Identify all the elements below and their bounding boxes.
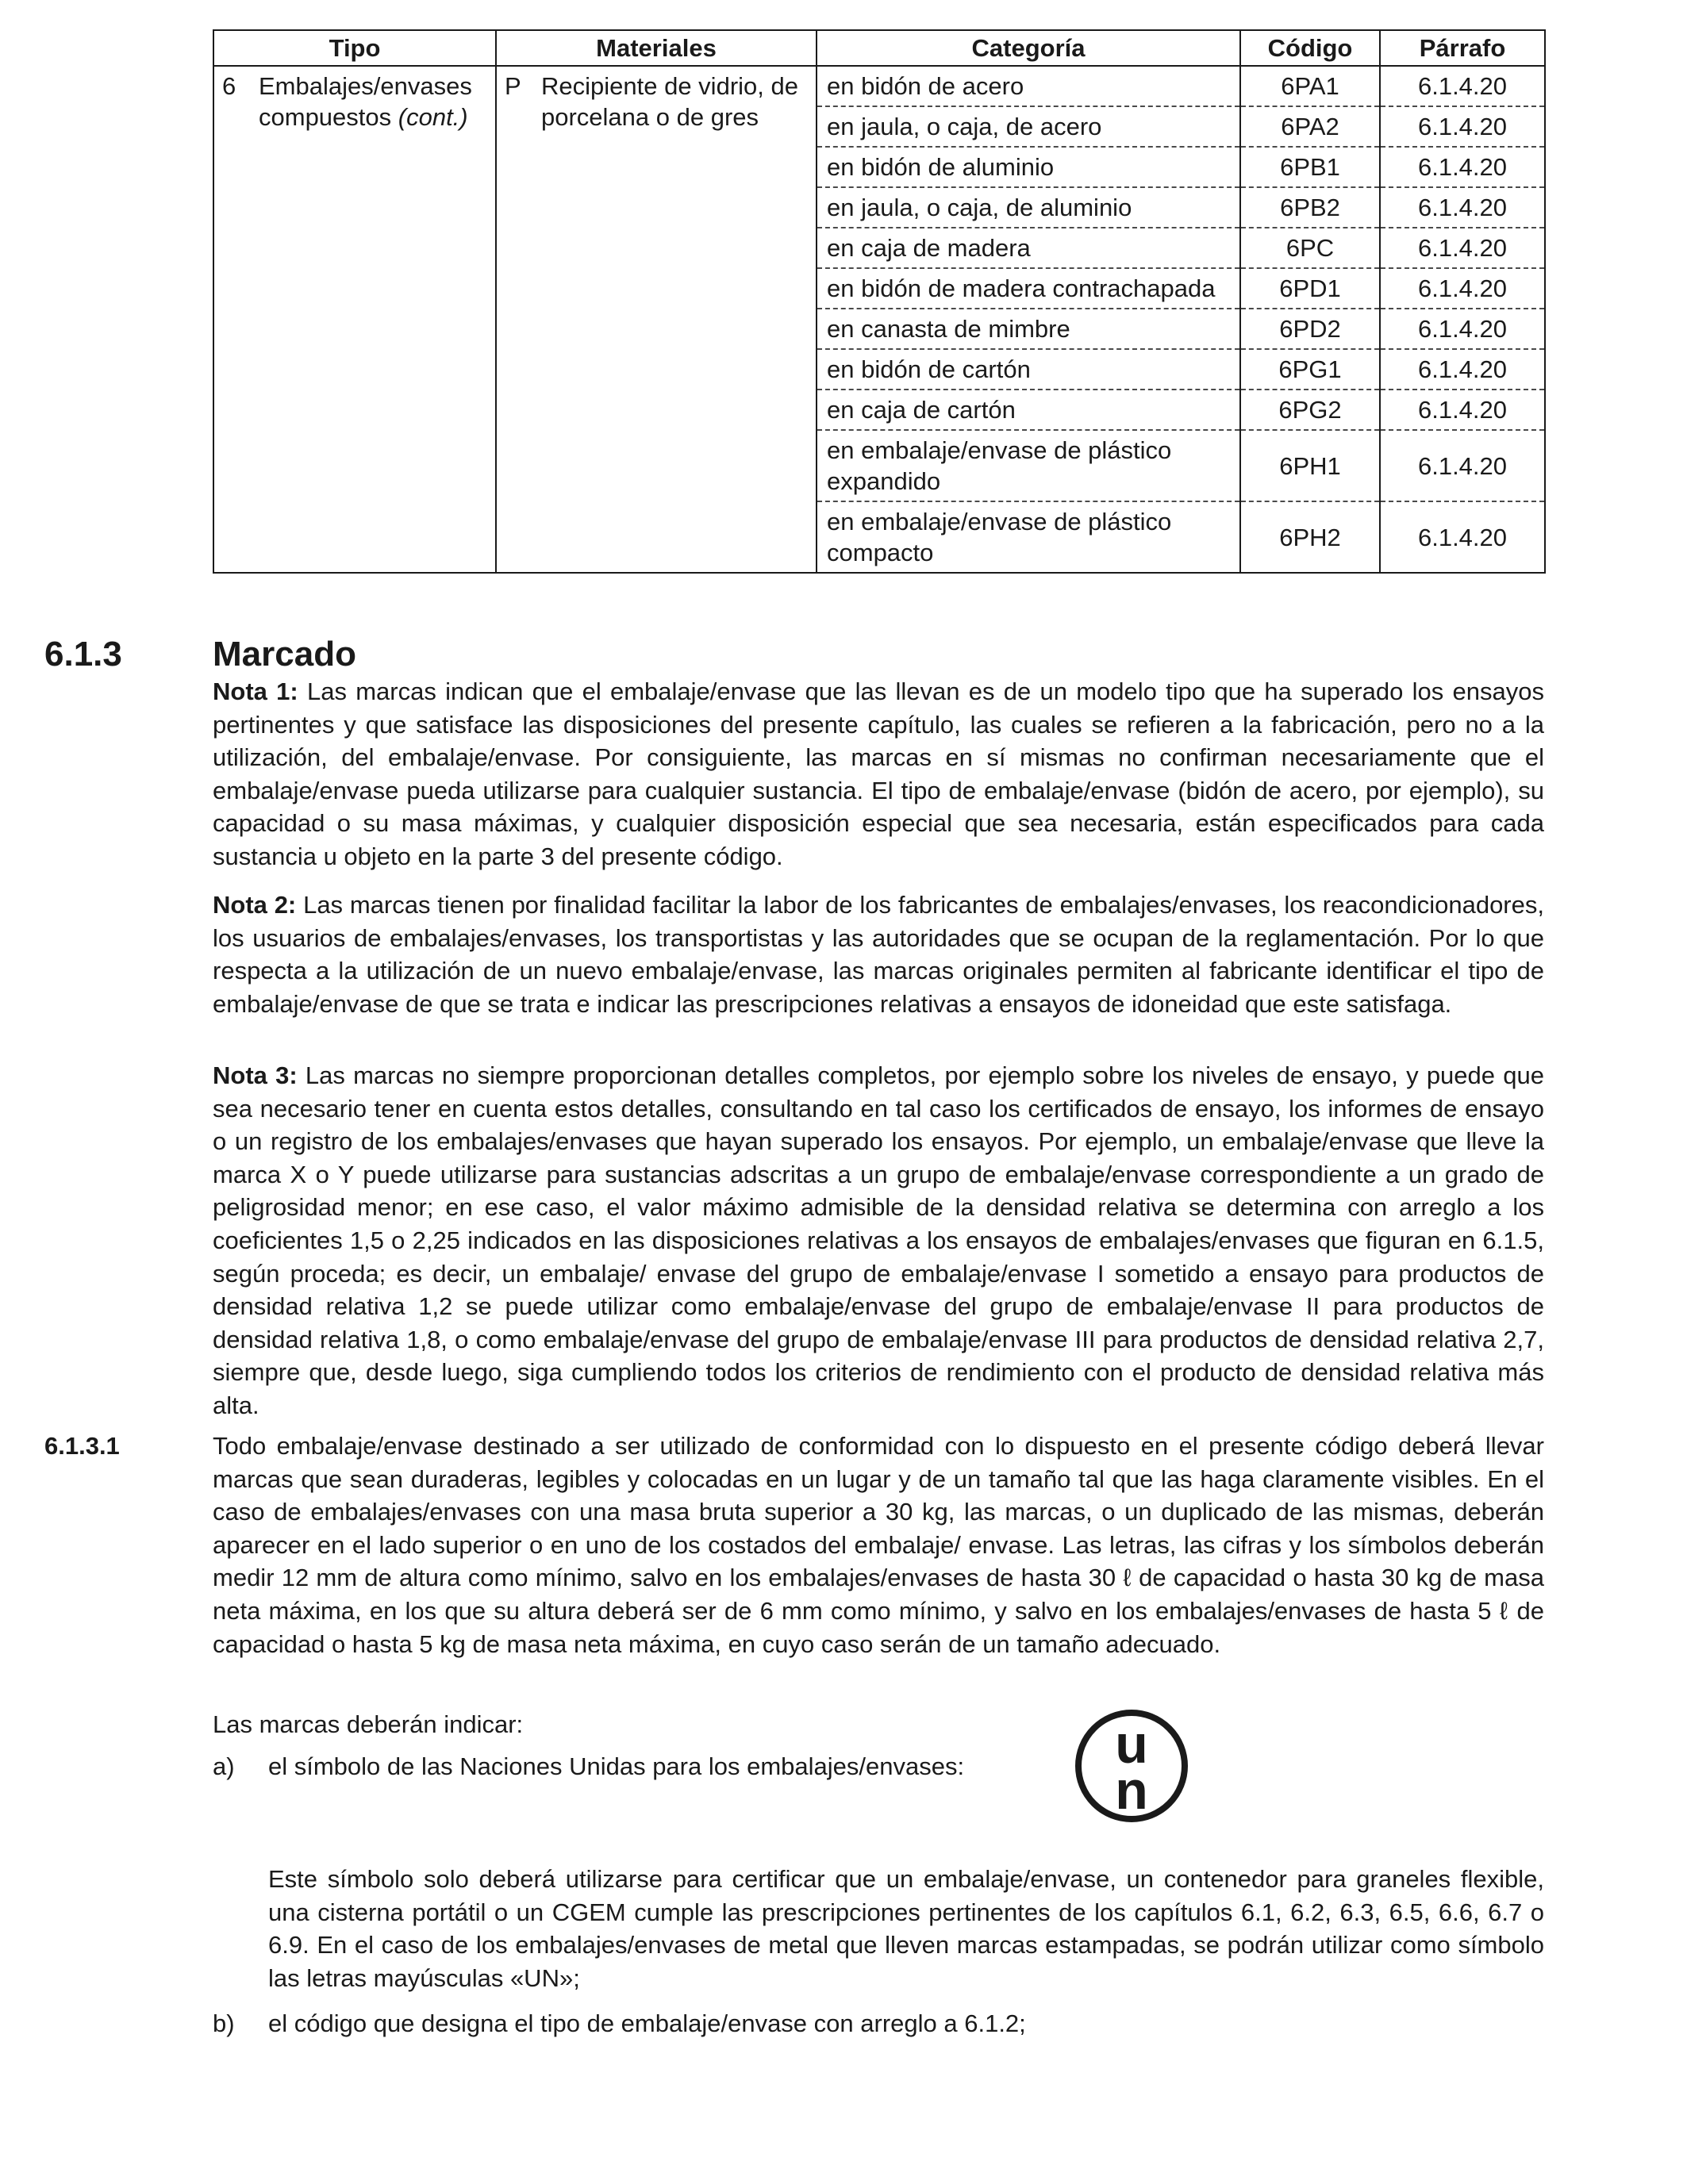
tipo-line1: Embalajes/envases bbox=[259, 72, 472, 100]
code-cell: 6PB1 bbox=[1240, 147, 1380, 187]
tipo-text bbox=[259, 71, 487, 132]
code-cell: 6PG1 bbox=[1240, 349, 1380, 390]
category-cell: en caja de cartón bbox=[817, 390, 1240, 430]
tipo-line2: compuestos bbox=[259, 103, 392, 131]
paragraph-cell: 6.1.4.20 bbox=[1380, 187, 1545, 228]
category-cell: en caja de madera bbox=[817, 228, 1240, 268]
note-2 bbox=[213, 889, 1544, 1020]
code-cell: 6PD1 bbox=[1240, 268, 1380, 309]
paragraph-cell: 6.1.4.20 bbox=[1380, 147, 1545, 187]
tipo-cont: (cont.) bbox=[398, 103, 468, 131]
category-cell: en embalaje/envase de plástico compacto bbox=[817, 501, 1240, 573]
material-text: Recipiente de vidrio, de porcelana o de gres bbox=[541, 72, 798, 131]
category-cell: en canasta de mimbre bbox=[817, 309, 1240, 349]
header-tipo: Tipo bbox=[213, 30, 496, 66]
note-1-label: Nota 1: bbox=[213, 677, 298, 705]
paragraph-cell: 6.1.4.20 bbox=[1380, 430, 1545, 501]
paragraph-cell: 6.1.4.20 bbox=[1380, 106, 1545, 147]
un-symbol-u: u bbox=[1115, 1714, 1148, 1775]
paragraph-cell: 6.1.4.20 bbox=[1380, 66, 1545, 106]
header-materiales: Materiales bbox=[496, 30, 817, 66]
un-symbol-icon bbox=[1073, 1707, 1190, 1825]
note-3 bbox=[213, 1059, 1544, 1422]
category-cell: en bidón de madera contrachapada bbox=[817, 268, 1240, 309]
header-codigo: Código bbox=[1240, 30, 1380, 66]
note-2-label: Nota 2: bbox=[213, 891, 297, 919]
paragraph-cell: 6.1.4.20 bbox=[1380, 501, 1545, 573]
paragraph-cell: 6.1.4.20 bbox=[1380, 349, 1545, 390]
note-1-text: Las marcas indican que el embalaje/envase que las llevan es de un modelo tipo que ha superado los ensayos pertinentes y que satisface las disposiciones del presente capítulo, las cuales se refieren a la fabricación, pero no a la utilización, del embalaje/envase. Por consiguiente, las marcas en sí mismas no confirman necesariamente que el embalaje/envase pueda utilizarse para cualquier sustancia. El tipo de embalaje/envase (bidón de acero, por ejemplo), su capacidad o su masa máximas, y cualquier disposición especial que sea necesaria, están especificados para cada sustancia u objeto en la parte 3 del presente código. bbox=[213, 677, 1544, 870]
item-a-label: a) bbox=[213, 1752, 235, 1780]
note-3-text: Las marcas no siempre proporcionan detalles completos, por ejemplo sobre los niveles de ensayo, y puede que sea necesario tener en cuenta estos detalles, consultando en tal caso los certificados de ensayo, los informes de ensayo o un registro de los embalajes/envases que hayan superado los ensayos. Por ejemplo, un embalaje/envase que lleve la marca X o Y puede utilizarse para sustancias adscritas a un grupo de embalaje/envase correspondiente a un grado de peligrosidad menor; en ese caso, el valor máximo admisible de la densidad relativa se determina con arreglo a los coeficientes 1,5 o 2,25 indicados en las disposiciones relativas a los ensayos de embalajes/envases que figuran en 6.1.5, según proceda; es decir, un embalaje/ envase del grupo de embalaje/envase I sometido a ensayo para productos de densidad relativa 1,2 se puede utilizar como embalaje/envase del grupo de embalaje/envase II para productos de densidad relativa 1,8, o como embalaje/envase del grupo de embalaje/envase III para productos de densidad relativa 2,7, siempre que, desde luego, siga cumpliendo todos los criterios de rendimiento con el producto de densidad relativa más alta. bbox=[213, 1061, 1544, 1419]
item-b-text: el código que designa el tipo de embalaje/envase con arreglo a 6.1.2; bbox=[268, 2009, 1026, 2037]
code-cell: 6PC bbox=[1240, 228, 1380, 268]
section-title: Marcado bbox=[213, 635, 356, 674]
paragraph-cell: 6.1.4.20 bbox=[1380, 268, 1545, 309]
paragraph-cell: 6.1.4.20 bbox=[1380, 228, 1545, 268]
code-cell: 6PA2 bbox=[1240, 106, 1380, 147]
note-1 bbox=[213, 675, 1544, 873]
note-2-text: Las marcas tienen por finalidad facilitar la labor de los fabricantes de embalajes/envases, los reacondicionadores, los usuarios de embalajes/envases, los transportistas y las autoridades que se ocupan de la reglamentación. Por lo que respecta a la utilización de un nuevo embalaje/envase, las marcas originales permiten al fabricante identificar el tipo de embalaje/envase de que se trata e indicar las prescripciones relativas a ensayos de idoneidad que este satisfaga. bbox=[213, 891, 1544, 1018]
code-cell: 6PD2 bbox=[1240, 309, 1380, 349]
subsection-text: Todo embalaje/envase destinado a ser utilizado de conformidad con lo dispuesto en el presente código deberá llevar marcas que sean duraderas, legibles y colocadas en un lugar y de un tamaño tal que las haga claramente visibles. En el caso de embalajes/envases con una masa bruta superior a 30 kg, las marcas, o un duplicado de las mismas, deberán aparecer en el lado superior o en uno de los costados del embalaje/ envase. Las letras, las cifras y los símbolos deberán medir 12 mm de altura como mínimo, salvo en los embalajes/envases de hasta 30 ℓ de capacidad o hasta 30 kg de masa neta máxima, en los que su altura deberá ser de 6 mm como mínimo, y salvo en los embalajes/envases de hasta 5 ℓ de capacidad o hasta 5 kg de masa neta máxima, en cuyo caso serán de un tamaño adecuado. bbox=[213, 1432, 1544, 1658]
subsection-number: 6.1.3.1 bbox=[44, 1432, 120, 1460]
table-row bbox=[213, 66, 1545, 106]
item-a-detail: Este símbolo solo deberá utilizarse para certificar que un embalaje/envase, un contenedor para graneles flexible, una cisterna portátil o un CGEM cumple las prescripciones pertinentes de los capítulos 6.1, 6.2, 6.3, 6.5, 6.6, 6.7 o 6.9. En el caso de los embalajes/envases de metal que lleven marcas estampadas, se podrán utilizar como símbolo las letras mayúsculas «UN»; bbox=[268, 1865, 1544, 1992]
code-cell: 6PG2 bbox=[1240, 390, 1380, 430]
category-cell: en jaula, o caja, de aluminio bbox=[817, 187, 1240, 228]
code-cell: 6PA1 bbox=[1240, 66, 1380, 106]
category-cell: en bidón de acero bbox=[817, 66, 1240, 106]
note-3-label: Nota 3: bbox=[213, 1061, 298, 1089]
un-symbol-n: n bbox=[1115, 1760, 1148, 1821]
tipo-number: 6 bbox=[222, 72, 236, 100]
category-cell: en bidón de cartón bbox=[817, 349, 1240, 390]
material-letter: P bbox=[505, 72, 521, 100]
marks-intro: Las marcas deberán indicar: bbox=[213, 1710, 524, 1738]
category-cell: en jaula, o caja, de acero bbox=[817, 106, 1240, 147]
table-header-row bbox=[213, 30, 1545, 66]
code-cell: 6PH1 bbox=[1240, 430, 1380, 501]
category-cell: en embalaje/envase de plástico expandido bbox=[817, 430, 1240, 501]
table-body bbox=[213, 66, 1545, 573]
code-cell: 6PB2 bbox=[1240, 187, 1380, 228]
paragraph-cell: 6.1.4.20 bbox=[1380, 309, 1545, 349]
material-cell bbox=[496, 66, 817, 573]
item-a-text: el símbolo de las Naciones Unidas para los embalajes/envases: bbox=[268, 1752, 965, 1780]
item-b-label: b) bbox=[213, 2009, 235, 2037]
section-number: 6.1.3 bbox=[44, 635, 122, 674]
code-cell: 6PH2 bbox=[1240, 501, 1380, 573]
tipo-cell bbox=[213, 66, 496, 573]
header-categoria: Categoría bbox=[817, 30, 1240, 66]
packaging-table bbox=[213, 29, 1546, 574]
category-cell: en bidón de aluminio bbox=[817, 147, 1240, 187]
paragraph-cell: 6.1.4.20 bbox=[1380, 390, 1545, 430]
header-parrafo: Párrafo bbox=[1380, 30, 1545, 66]
